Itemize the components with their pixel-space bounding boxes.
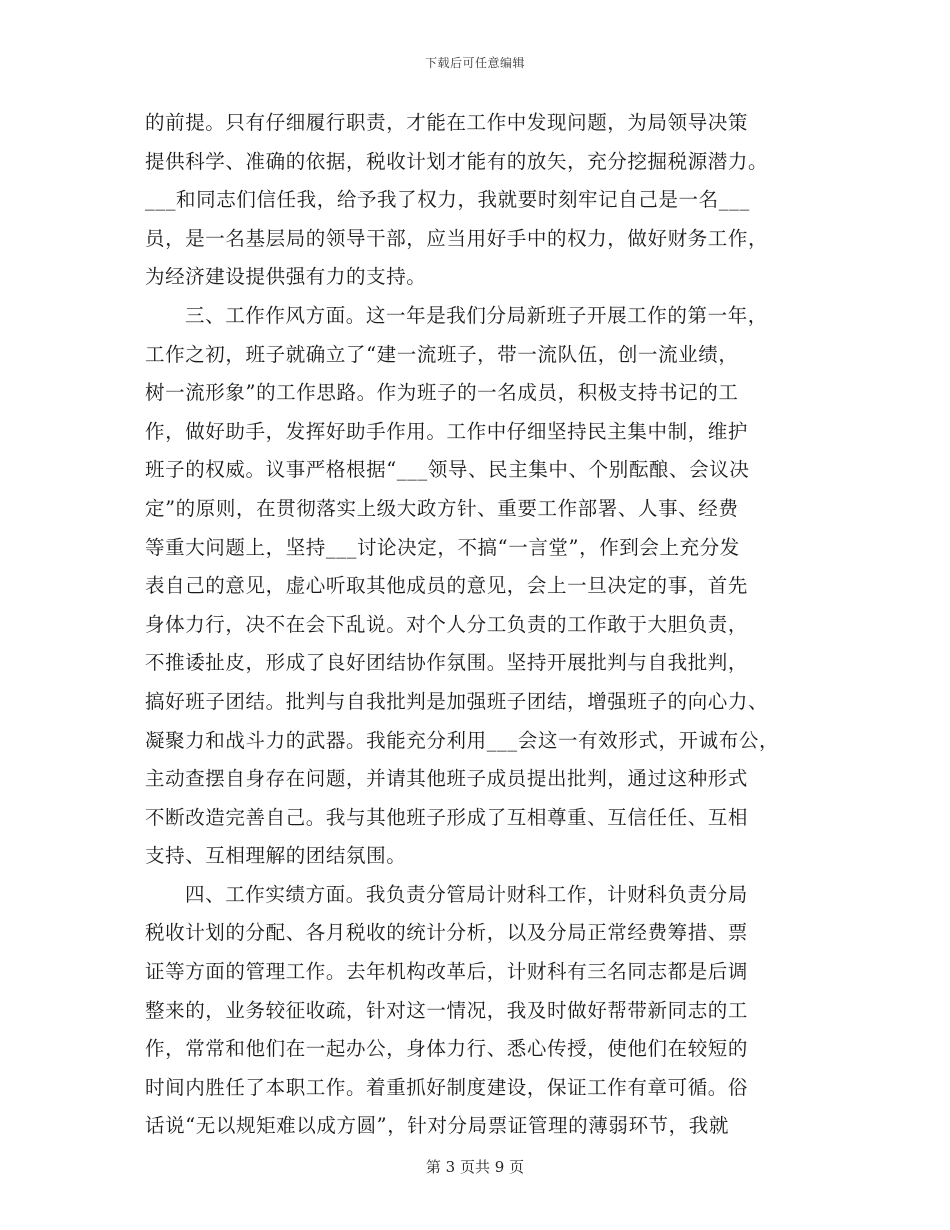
text-line: 班子的权威。议事严格根据“___领导、民主集中、个别酝酿、会议决: [145, 458, 750, 482]
text-line: 等重大问题上，坚持___讨论决定，不搞“一言堂”，作到会上充分发: [145, 535, 740, 559]
text-line: 整来的，业务较征收疏，针对这一情况，我及时做好帮带新同志的工: [145, 998, 749, 1022]
text-line: 提供科学、准确的依据，税收计划才能有的放矢，充分挖掘税源潜力。: [145, 149, 769, 173]
text-line: 证等方面的管理工作。去年机构改革后，计财科有三名同志都是后调: [145, 960, 749, 984]
text-line: ___和同志们信任我，给予我了权力，我就要时刻牢记自己是一名___: [145, 188, 750, 212]
text-line: 时间内胜任了本职工作。着重抓好制度建设，保证工作有章可循。俗: [145, 1075, 749, 1099]
text-line: 搞好班子团结。批判与自我批判是加强班子团结，增强班子的向心力、: [145, 689, 769, 713]
text-line: 不推诿扯皮，形成了良好团结协作氛围。坚持开展批判与自我批判，: [145, 651, 749, 675]
page-header: 下载后可任意编辑: [424, 56, 525, 70]
text-line: 树一流形象”的工作思路。作为班子的一名成员，积极支持书记的工: [145, 381, 739, 405]
text-line: 凝聚力和战斗力的武器。我能充分利用___会这一有效形式，开诚布公，: [145, 728, 780, 752]
document-body: [145, 104, 805, 1146]
text-line: 员，是一名基层局的领导干部，应当用好手中的权力，做好财务工作，: [145, 226, 769, 250]
text-line: 表自己的意见，虚心听取其他成员的意见，会上一旦决定的事，首先: [145, 574, 749, 598]
text-line: 作，做好助手，发挥好助手作用。工作中仔细坚持民主集中制，维护: [145, 419, 749, 443]
text-line: 身体力行，决不在会下乱说。对个人分工负责的工作敢于大胆负责，: [145, 612, 749, 636]
page-number: 第 3 页共 9 页: [425, 1158, 525, 1176]
text-line: 主动查摆自身存在问题，并请其他班子成员提出批判，通过这种形式: [145, 767, 749, 791]
text-line: 支持、互相理解的团结氛围。: [145, 844, 407, 868]
paragraph-start-line: 四、工作实绩方面。我负责分管局计财科工作，计财科负责分局: [185, 882, 748, 906]
text-line: 税收计划的分配、各月税收的统计分析，以及分局正常经费筹措、票: [145, 921, 749, 945]
text-line: 工作之初，班子就确立了“建一流班子，带一流队伍，创一流业绩，: [145, 342, 739, 366]
text-line: 作，常常和他们在一起办公，身体力行、悉心传授，使他们在较短的: [145, 1037, 749, 1061]
text-line: 定”的原则，在贯彻落实上级大政方针、重要工作部署、人事、经费: [145, 496, 739, 520]
text-line: 话说“无以规矩难以成方圆”，针对分局票证管理的薄弱环节，我就: [145, 1114, 729, 1138]
text-line: 为经济建设提供强有力的支持。: [145, 265, 427, 289]
paragraph-start-line: 三、工作作风方面。这一年是我们分局新班子开展工作的第一年，: [185, 303, 768, 327]
text-line: 不断改造完善自己。我与其他班子形成了互相尊重、互信任任、互相: [145, 805, 749, 829]
text-line: 的前提。只有仔细履行职责，才能在工作中发现问题，为局领导决策: [145, 111, 749, 134]
